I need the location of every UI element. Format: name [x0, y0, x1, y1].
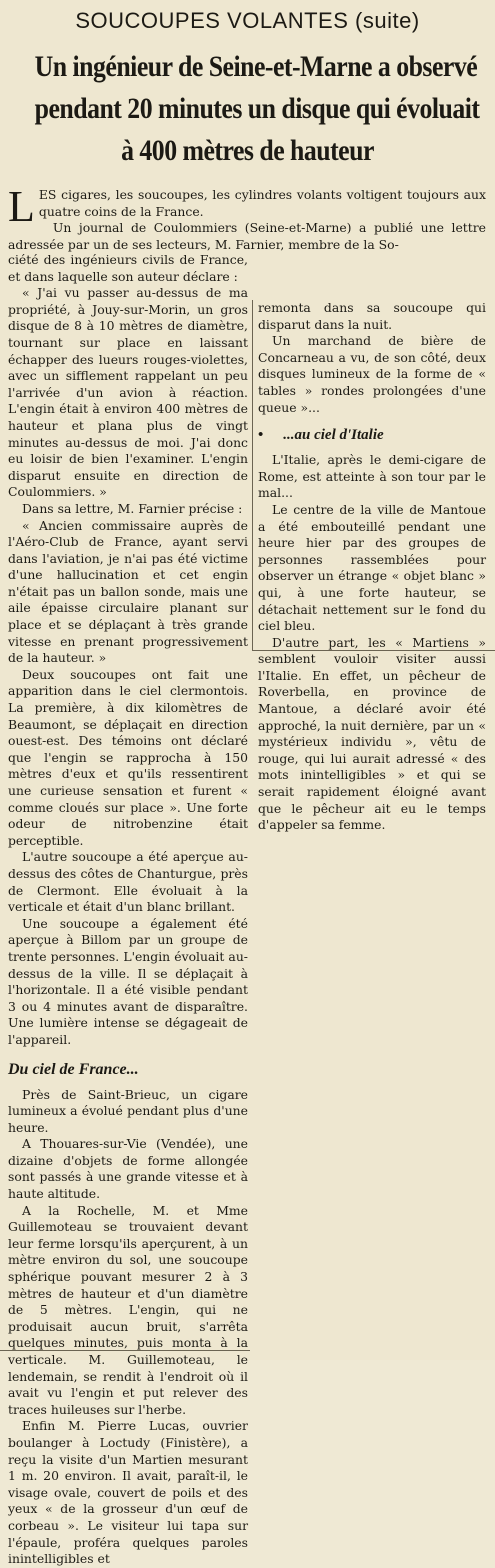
- article-paragraph: D'autre part, les « Martiens » semblent vouloir visiter aussi l'Italie. En effet, un pêcheur de Roverbella, en province de Mantoue, a déclaré avoir été approché, la nuit dernière, par un « mystérieux individu », vêtu de rouge, qui lui aurait adressé « des mots inintelligibles » et qui se serait rapidement éloigné avant que le pêcheur ait eu le temps d'appeler sa femme.: [258, 634, 486, 833]
- right-column: [258, 300, 486, 834]
- article-paragraph: Une soucoupe a également été aperçue à Billom par un groupe de trente personnes. L'engin évoluait au-dessus de la ville. Il se déplaçait à l'horizontale. Il a été visible pendant 3 ou 4 minutes avant de disparaître. Une lumière intense se dégageait de l'appareil.: [8, 915, 248, 1047]
- bullet-icon: •: [258, 427, 264, 444]
- article-paragraph: L'Italie, après le demi-cigare de Rome, est atteinte à son tour par le mal...: [258, 452, 486, 501]
- headline: [34, 46, 480, 172]
- headline-line-2: pendant 20 minutes un disque qui évoluait: [34, 92, 480, 125]
- article-paragraph: Un marchand de bière de Concarneau a vu, de son côté, deux disques lumineux de la forme de « tables » rondes prolongées d'une queue »...: [258, 333, 486, 415]
- article-paragraph: Dans sa lettre, M. Farnier précise :: [22, 500, 243, 516]
- subhead-italie: [258, 424, 486, 446]
- article-paragraph: Deux soucoupes ont fait une apparition dans le ciel clermontois. La première, à dix kilomètres de Beaumont, se déplaçait en direction ouest-est. Des témoins ont déclaré que l'engin se rapprocha à 150 mètres d'eux et qu'ils ressentirent une curieuse sensation et furent « comme cloués sur place ». Une forte odeur de nitrobenzine était perceptible.: [8, 666, 248, 848]
- article-paragraph: « J'ai vu passer au-dessus de ma propriété, à Jouy-sur-Morin, un gros disque de 8 à 10 mètres de diamètre, tournant sur place en laissant échapper des lueurs rouges-violettes, avec un sifflement rappelant un peu l'arrivée d'un avion à réaction. L'engin était à environ 400 mètres de hauteur et plana plus de vingt minutes au-dessus de moi. J'ai donc eu loisir de bien l'examiner. L'engin disparut ensuite en direction de Coulommiers. »: [8, 285, 248, 500]
- article-paragraph: Le centre de la ville de Mantoue a été embouteillé pendant une heure hier par des groupes de personnes rassemblées pour observer un étrange « objet blanc » qui, à une forte hauteur, se détachait nettement sur le fond du ciel bleu.: [258, 501, 486, 634]
- section-kicker: SOUCOUPES VOLANTES (suite): [75, 8, 420, 33]
- left-column: [8, 252, 248, 1568]
- lead-paragraph: [8, 182, 486, 253]
- headline-line-1: Un ingénieur de Seine-et-Marne a observé: [34, 50, 478, 83]
- article-paragraph: Près de Saint-Brieuc, un cigare lumineux a évolué pendant plus d'une heure.: [8, 1086, 248, 1135]
- lead-text-2: Un journal de Coulommiers (Seine-et-Marne) a publié une lettre adressée par un de ses lecteurs, M. Farnier, membre de la So-: [8, 220, 486, 252]
- article-paragraph: A Thouares-sur-Vie (Vendée), une dizaine d'objets de forme allongée sont passés à une grande vitesse et à haute altitude.: [8, 1136, 248, 1202]
- bottom-rule: [0, 1350, 250, 1351]
- article-paragraph: A la Rochelle, M. et Mme Guillemoteau se trouvaient devant leur ferme lorsqu'ils aperçurent, à un mètre environ du sol, une soucoupe sphérique pouvant mesurer 2 à 3 mètres de hauteur et d'un diamètre de 5 mètres. L'engin, qui ne produisait aucun bruit, s'arrêta quelques minutes, puis monta à la verticale. M. Guillemoteau, le lendemain, se rendit à l'endroit où il avait vu l'engin et put relever des traces huileuses sur l'herbe.: [8, 1202, 248, 1417]
- drop-cap: L: [8, 182, 35, 231]
- subhead-italie-text: ...au ciel d'Italie: [283, 427, 384, 444]
- article-paragraph: remonta dans sa soucoupe qui disparut dans la nuit.: [258, 300, 486, 332]
- lead-text-1: ES cigares, les soucoupes, les cylindres volants voltigent toujours aux quatre coins de la France.: [38, 187, 486, 219]
- subhead-france: Du ciel de France...: [8, 1060, 139, 1078]
- article-paragraph: Enfin M. Pierre Lucas, ouvrier boulanger à Loctudy (Finistère), a reçu la visite d'un Martien mesurant 1 m. 20 environ. Il avait, paraît-il, le visage ovale, couvert de poils et des yeux « de la grosseur d'un œuf de corbeau ». Le visiteur lui tapa sur l'épaule, proféra quelques paroles inintelligibles et: [8, 1418, 248, 1567]
- article-paragraph: « Ancien commissaire auprès de l'Aéro-Club de France, ayant servi dans l'aviation, je n'ai pas été victime d'une hallucination et cet engin n'était pas un ballon sonde, mais une aile épaisse circulaire planant sur place et se déplaçant à très grande vitesse en prenant progressivement de la hauteur. »: [8, 517, 248, 666]
- column-divider: [252, 300, 253, 650]
- article-paragraph: L'autre soucoupe a été aperçue au-dessus des côtes de Chanturgue, près de Clermont. Elle évoluait à la verticale et était d'un blanc brillant.: [8, 849, 248, 915]
- headline-line-3: à 400 mètres de hauteur: [121, 134, 374, 167]
- article-paragraph: ciété des ingénieurs civils de France, et dans laquelle son auteur déclare :: [8, 252, 248, 284]
